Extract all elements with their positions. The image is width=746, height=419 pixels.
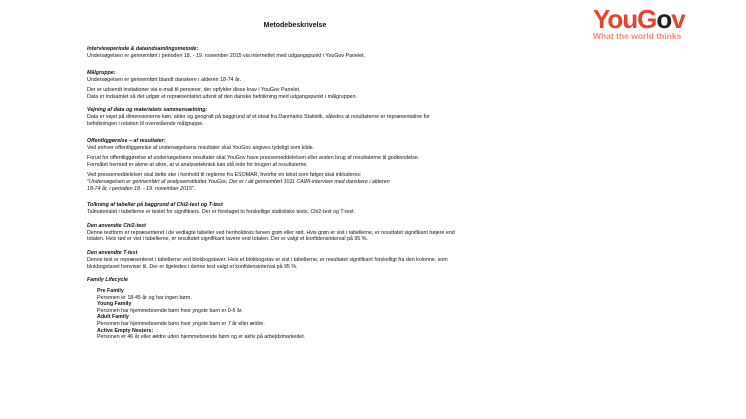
lifecycle-desc: Personen er 46 år eller ældre uden hjemmeboende børn og er aktiv på arbejdsmarkedet. xyxy=(97,334,306,341)
lifecycle-desc: Personen har hjemmeboende børn hvor yngste barn er 0-6 år. xyxy=(97,307,243,314)
section-text: Ved pressemeddelelser skal dette ske i henhold til reglerne fra ESOMAR, hvorfor en tekst som følger skal inkluderes: xyxy=(87,172,362,179)
section-heading: Den anvendte Chi2-test xyxy=(87,222,146,229)
logo-wordmark: YouGov xyxy=(593,6,685,34)
yougov-logo xyxy=(593,6,746,40)
esomar-quote: "Undersøgelsen er gennemført af analyseinstituttet YouGov. Der er i alt gennemført 1011 CAWI-interview med danskere i alderen xyxy=(87,178,390,185)
section-text: Denne test er repræsenteret i tabellerne ved blokbogstaver. Hvis et blokbogstav er vist i tabellerne, er resultatet signifikant forskelligt fra den kolonne, som blokbogstavet henviser til. Der er ligeledes i denne test valgt et konfidensinterval på 95 %. xyxy=(87,256,448,270)
section-interview xyxy=(87,46,459,60)
section-heading: Målgruppe: xyxy=(87,69,116,76)
section-heading: Tolkning af tabeller på baggrund af Chi2-test og T-test xyxy=(87,202,223,209)
section-lifecycle xyxy=(87,277,459,341)
section-heading: Vejning af data og materialets sammensætning: xyxy=(87,107,208,114)
lifecycle-name: Young Family xyxy=(97,301,132,308)
section-text: Data er indsamlet så det udgør et repræsentativt udsnit af den danske befolkning med udgangspunkt i målgruppen. xyxy=(87,93,358,100)
section-text: Denne testform er repræsenteret i de vedlagte tabeller ved henholdsvis farven grøn eller rød. Hvis grøn er vist i tabellerne, er resultatet signifikant højere end totalen. Hvis rød er vist i tabellerne, er resultatet signifikant lavere end totalen. Der er valgt et konfidensinterval på 95 %. xyxy=(87,229,455,243)
section-text: Forud for offentliggørelse af undersøgelsens resultater skal YouGov have pressemeddelelsen eller anden brug af resultaterne til godkendelse. xyxy=(87,155,420,162)
lifecycle-name: Adult Family xyxy=(97,314,129,321)
section-weighting xyxy=(87,107,459,127)
section-heading: Den anvendte T-test xyxy=(87,249,138,256)
lifecycle-list xyxy=(87,288,459,341)
lifecycle-desc: Personen har hjemmeboende børn hvor yngste barn er 7 år eller ældre. xyxy=(97,321,265,328)
section-heading: Interviewperiode & dataindsamlingsmetode: xyxy=(87,46,199,52)
section-heading: Family Lifecycle xyxy=(87,277,128,284)
lifecycle-name: Pre Family xyxy=(97,288,124,295)
section-chi2 xyxy=(87,223,459,243)
esomar-quote: 18-74 år, i perioden 18. - 19. november 2015". xyxy=(87,185,196,192)
section-heading: Offentliggørelse – af resultater: xyxy=(87,137,166,144)
section-text: Data er vejet på dimensionerne køn, alder og geografi på baggrund af et ideal fra Danmarks Statistik, således at resultaterne er repræsentative for befolkningen i relation til ovenstående målgruppe. xyxy=(87,114,430,127)
section-text: Undersøgelsen er gennemført i perioden 18. - 19. november 2015 via internettet med udgangspunkt i YouGov Panelet. xyxy=(87,53,365,59)
page-title: Metodebeskrivelse xyxy=(263,22,327,29)
section-publication xyxy=(87,138,459,193)
section-target xyxy=(87,70,459,101)
lifecycle-desc: Personen er 18-45 år og har ingen børn. xyxy=(97,294,192,301)
section-interpretation xyxy=(87,202,459,216)
lifecycle-name: Active Empty Nesters: xyxy=(97,327,154,334)
section-text: Talmaterialet i tabellerne er testet for signifikans. Der er foretaget to forskellige statistiske tests, Chi2-test og T-test. xyxy=(87,209,356,216)
section-text: Formålet hermed er alene at sikre, at vi analyseteknisk kan stå inde for brugen af resultaterne. xyxy=(87,161,308,168)
section-ttest xyxy=(87,250,459,270)
section-text: Der er udsendt invitationer via e-mail til personer, der opfylder disse krav i YouGov Panelet. xyxy=(87,87,301,94)
document-body xyxy=(87,46,459,341)
section-text: Undersøgelsen er gennemført blandt danskere i alderen 18-74 år. xyxy=(87,76,241,83)
logo-tagline: What the world thinks xyxy=(593,31,682,40)
section-text: Ved enhver offentliggørelse af undersøgelsens resultater skal YouGov angives tydeligt som kilde. xyxy=(87,144,315,151)
